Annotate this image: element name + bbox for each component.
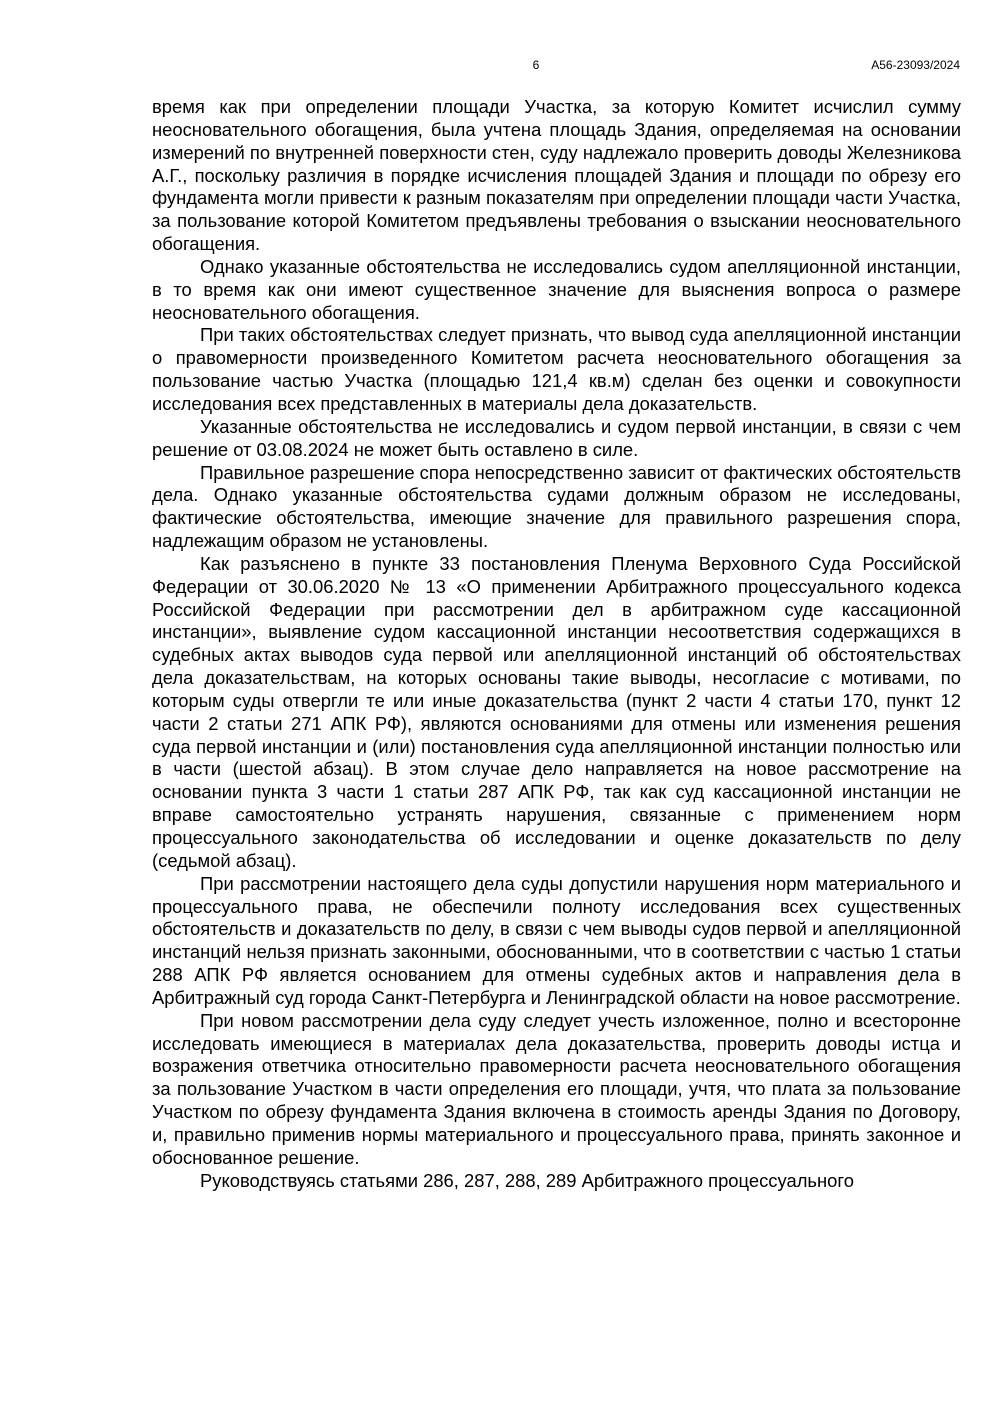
paragraph: Как разъяснено в пункте 33 постановления Пленума Верховного Суда Российской Федерации от 30.06.2020 № 13 «О применении Арбитражного процессуального кодекса Российской Федерации при рассмотрении дел в арбитражном суде кассационной инстанции», выявление судом кассационной инстанции несоответствия содержащихся в судебных актах выводов суда первой или апелляционной инстанций об обстоятельствах дела доказательствам, на которых основаны такие выводы, несогласие с мотивами, по которым суды отвергли те или иные доказательства (пункт 2 части 4 статьи 170, пункт 12 части 2 статьи 271 АПК РФ), являются основаниями для отмены или изменения решения суда первой инстанции и (или) постановления суда апелляционной инстанции полностью или в части (шестой абзац). В этом случае дело направляется на новое рассмотрение на основании пункта 3 части 1 статьи 287 АПК РФ, так как суд кассационной инстанции не вправе самостоятельно устранять нарушения, связанные с применением норм процессуального законодательства об исследовании и оценке доказательств по делу (седьмой абзац).: [152, 552, 961, 871]
paragraph: Однако указанные обстоятельства не исследовались судом апелляционной инстанции, в то время как они имеют существенное значение для выяснения вопроса о размере неосновательного обогащения.: [152, 255, 961, 323]
paragraph-continued: время как при определении площади Участка, за которую Комитет исчислил сумму неосновательного обогащения, была учтена площадь Здания, определяемая на основании измерений по внутренней поверхности стен, суду надлежало проверить доводы Железникова А.Г., поскольку различия в порядке исчисления площадей Здания и площади по обрезу его фундамента могли привести к разным показателям при определении площади части Участка, за пользование которой Комитетом предъявлены требования о взыскании неосновательного обогащения.: [152, 96, 961, 255]
paragraph-last-fragment: Руководствуясь статьями 286, 287, 288, 289 Арбитражного процессуального: [200, 1169, 854, 1191]
paragraph: При рассмотрении настоящего дела суды допустили нарушения норм материального и процессуального права, не обеспечили полноту исследования всех существенных обстоятельств и доказательств по делу, в связи с чем выводы судов первой и апелляционной инстанций нельзя признать законными, обоснованными, что в соответствии с частью 1 статьи 288 АПК РФ является основанием для отмены судебных актов и направления дела в Арбитражный суд города Санкт-Петербурга и Ленинградской области на новое рассмотрение.: [152, 872, 961, 1008]
paragraph: При новом рассмотрении дела суду следует учесть изложенное, полно и всесторонне исследовать имеющиеся в материалах дела доказательства, проверить доводы истца и возражения ответчика относительно правомерности расчета неосновательного обогащения за пользование Участком в части определения его площади, учтя, что плата за пользование Участком по обрезу фундамента Здания включена в стоимость аренды Здания по Договору, и, правильно применив нормы материального и процессуального права, принять законное и обоснованное решение.: [152, 1009, 961, 1168]
paragraph: Правильное разрешение спора непосредственно зависит от фактических обстоятельств дела. Однако указанные обстоятельства судами должным образом не исследованы, фактические обстоятельства, имеющие значение для правильного разрешения спора, надлежащим образом не установлены.: [152, 461, 961, 552]
paragraph: При таких обстоятельствах следует признать, что вывод суда апелляционной инстанции о правомерности произведенного Комитетом расчета неосновательного обогащения за пользование частью Участка (площадью 121,4 кв.м) сделан без оценки и совокупности исследования всех представленных в материалы дела доказательств.: [152, 324, 961, 414]
page-number: 6: [532, 58, 540, 72]
case-number: А56-23093/2024: [871, 58, 960, 72]
document-body: [152, 96, 961, 1193]
paragraph: Указанные обстоятельства не исследовались и судом первой инстанции, в связи с чем решение от 03.08.2024 не может быть оставлено в силе.: [152, 415, 961, 460]
